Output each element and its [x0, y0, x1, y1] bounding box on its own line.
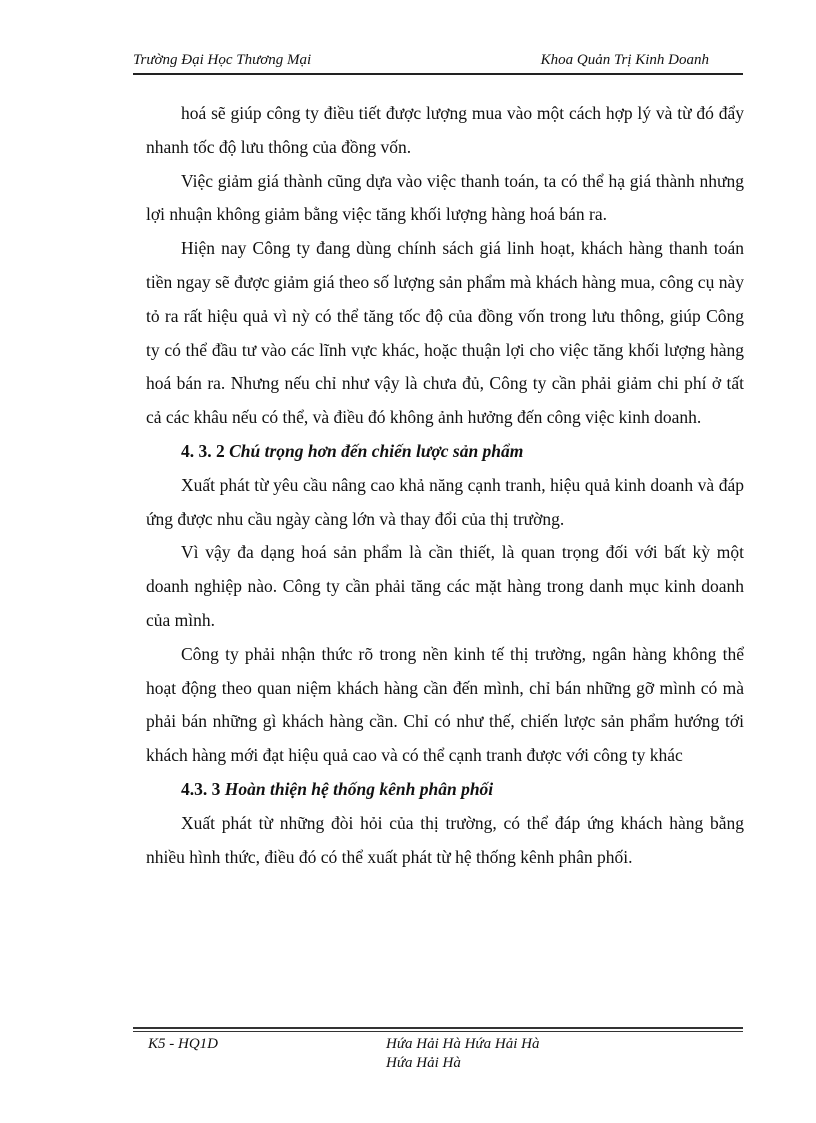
page-header — [133, 50, 743, 72]
section-heading-4-3-2 — [146, 435, 744, 469]
section-heading-4-3-3 — [146, 773, 744, 807]
paragraph-5: Vì vậy đa dạng hoá sản phẩm là cần thiết, là quan trọng đối với bất kỳ một doanh nghiệp nào. Công ty cần phải tăng các mặt hàng trong danh mục kinh doanh của mình. — [146, 542, 744, 630]
section-number: 4. 3. 2 — [181, 440, 225, 461]
paragraph-2: Việc giảm giá thành cũng dựa vào việc thanh toán, ta có thể hạ giá thành nhưng lợi nhuận không giảm bằng việc tăng khối lượng hàng hoá bán ra. — [146, 170, 744, 225]
header-faculty-name: Khoa Quản Trị Kinh Doanh — [540, 52, 709, 68]
footer-author-line-2: Hứa Hải Hà — [386, 1055, 461, 1071]
paragraph-6: Công ty phải nhận thức rõ trong nền kinh tế thị trường, ngân hàng không thể hoạt động theo quan niệm khách hàng cần đến mình, chỉ bán những gỡ mình có mà phải bán những gì khách hàng cần. Chỉ có như thế, chiến lược sản phẩm hướng tới khách hàng mới đạt hiệu quả cao và có thể cạnh tranh được với công ty khác — [146, 643, 744, 766]
header-school-name: Trường Đại Học Thương Mại — [133, 52, 312, 68]
paragraph-7: Xuất phát từ những đòi hỏi của thị trường, có thể đáp ứng khách hàng bằng nhiều hình thức, điều đó có thể xuất phát từ hệ thống kênh phân phối. — [146, 812, 744, 867]
section-title: Chú trọng hơn đến chiến lược sản phẩm — [229, 440, 524, 461]
section-number: 4.3. 3 — [181, 778, 221, 799]
header-divider — [133, 73, 743, 75]
paragraph-4: Xuất phát từ yêu cầu nâng cao khả năng cạnh tranh, hiệu quả kinh doanh và đáp ứng được nhu cầu ngày càng lớn và thay đổi của thị trường. — [146, 474, 744, 529]
paragraph-1: hoá sẽ giúp công ty điều tiết được lượng mua vào một cách hợp lý và từ đó đẩy nhanh tốc độ lưu thông của đồng vốn. — [146, 103, 744, 157]
document-body — [146, 97, 744, 874]
footer-author-line-1: Hứa Hải Hà Hứa Hải Hà — [386, 1036, 540, 1052]
footer-class-code: K5 - HQ1D — [148, 1036, 218, 1052]
footer-divider-thick — [133, 1027, 743, 1029]
section-title: Hoàn thiện hệ thống kênh phân phối — [224, 778, 494, 799]
paragraph-3: Hiện nay Công ty đang dùng chính sách giá linh hoạt, khách hàng thanh toán tiền ngay sẽ được giảm giá theo số lượng sản phẩm mà khách hàng mua, công cụ này tỏ ra rất hiệu quả vì nỳ có thể tăng tốc độ của đồng vốn trong lưu thông, giúp Công ty có thể đầu tư vào các lĩnh vực khác, hoặc thuận lợi cho việc tăng khối lượng hàng hoá bán ra. Nhưng nếu chỉ như vậy là chưa đủ, Công ty cần phải giảm chi phí ở tất cả các khâu nếu có thể, và điều đó không ảnh hưởng đến công việc kinh doanh. — [146, 238, 744, 428]
footer-divider-thin — [133, 1031, 743, 1032]
